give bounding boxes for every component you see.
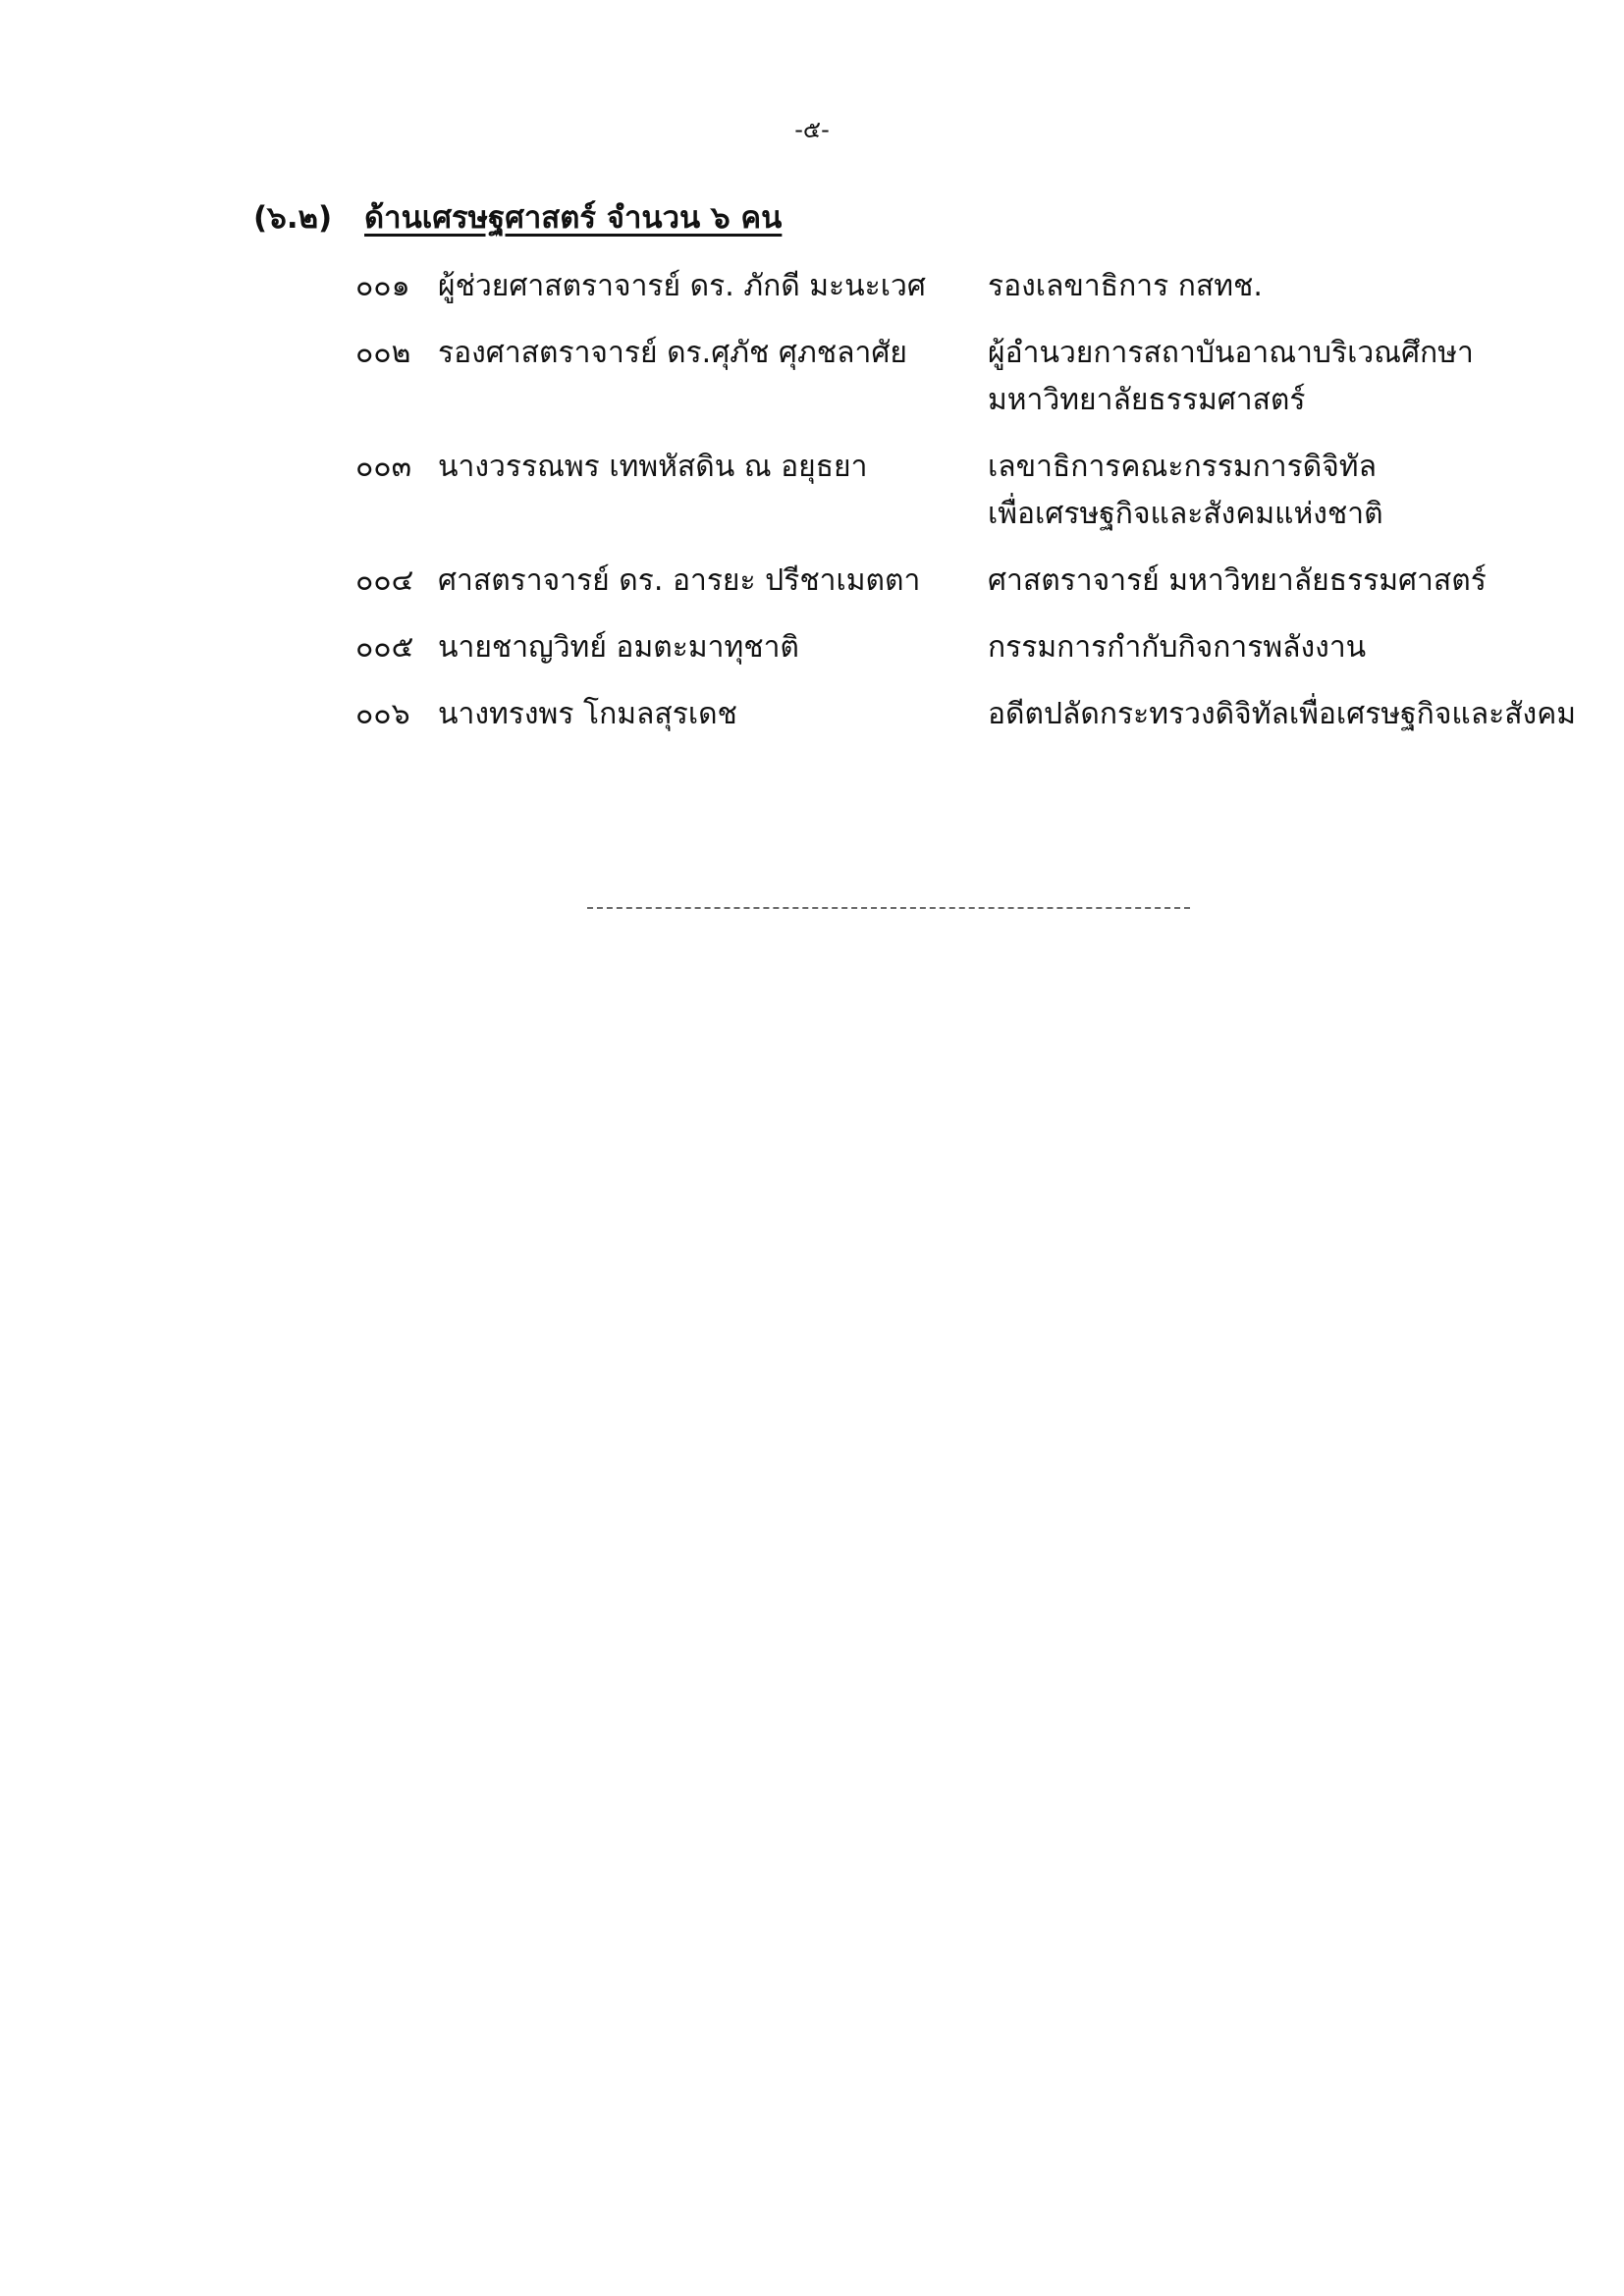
member-name: นางวรรณพร เทพหัสดิน ณ อยุธยา [438, 450, 868, 484]
position-line: เพื่อเศรษฐกิจและสังคมแห่งชาติ [988, 497, 1383, 531]
section-number: (๖.๒) [253, 200, 333, 236]
position-line: มหาวิทยาลัยธรรมศาสตร์ [988, 383, 1306, 417]
member-name: ศาสตราจารย์ ดร. อารยะ ปรีชาเมตตา [438, 563, 921, 598]
section-title: ด้านเศรษฐศาสตร์ จำนวน ๖ คน [364, 200, 783, 236]
position-line: ศาสตราจารย์ มหาวิทยาลัยธรรมศาสตร์ [988, 563, 1487, 598]
member-code: ๐๐๓ [355, 450, 412, 484]
position-line: รองเลขาธิการ กสทช. [988, 269, 1263, 303]
member-code: ๐๐๒ [355, 336, 411, 370]
member-position [988, 330, 1612, 424]
list-item [355, 691, 1612, 738]
member-position [988, 691, 1612, 738]
member-position [988, 624, 1612, 671]
member-position [988, 444, 1612, 538]
position-line: เลขาธิการคณะกรรมการดิจิทัล [988, 450, 1377, 484]
page-number: -๕- [794, 116, 830, 143]
member-name: นางทรงพร โกมลสุรเดช [438, 697, 737, 731]
member-position [988, 558, 1612, 605]
member-name: นายชาญวิทย์ อมตะมาทุชาติ [438, 630, 799, 665]
position-line: อดีตปลัดกระทรวงดิจิทัลเพื่อเศรษฐกิจและสังคม [988, 697, 1577, 731]
list-item [355, 624, 1612, 671]
end-divider [587, 907, 1190, 909]
member-position [988, 263, 1612, 310]
member-list [355, 263, 1612, 758]
member-code: ๐๐๑ [355, 269, 410, 303]
list-item [355, 558, 1612, 605]
member-name: รองศาสตราจารย์ ดร.ศุภัช ศุภชลาศัย [438, 336, 907, 370]
position-line: ผู้อำนวยการสถาบันอาณาบริเวณศึกษา [988, 336, 1474, 370]
list-item [355, 263, 1612, 310]
member-code: ๐๐๔ [355, 563, 414, 598]
section-heading [253, 192, 782, 241]
list-item [355, 444, 1612, 538]
list-item [355, 330, 1612, 424]
position-line: กรรมการกำกับกิจการพลังงาน [988, 630, 1367, 665]
member-code: ๐๐๕ [355, 630, 414, 665]
member-name: ผู้ช่วยศาสตราจารย์ ดร. ภักดี มะนะเวศ [438, 269, 926, 303]
member-code: ๐๐๖ [355, 697, 410, 731]
